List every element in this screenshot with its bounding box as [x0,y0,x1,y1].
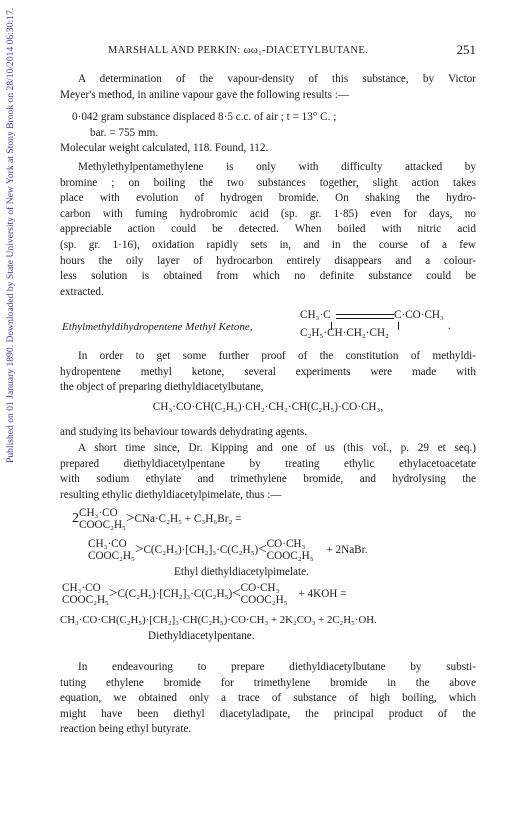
eq2-bracket-left: > [134,541,144,558]
eq2-left [88,538,135,562]
eq2-right-top: CO·CH₃ [266,538,306,550]
eq3-bracket-right: < [232,585,241,602]
equation-3 [62,582,346,606]
text-line: prepared diethyldiacetylpentane by treating ethylic ethylacetoacetate [60,457,476,470]
text-line: the object of preparing diethyldiacetylbutane, [60,381,264,394]
text-line: tuting ethylene bromide for trimethylene bromide in the above [60,676,476,689]
text-line: reaction being ethyl butyrate. [60,723,192,736]
ketone-double-bond [336,314,394,319]
text-line: might have been diethyl diacetyladipate, the principal product of the [60,707,476,720]
eq1-group-bottom: COOC₂H₅ [79,519,126,531]
text-line: bromine ; on boiling the two substances together, slight action takes [60,176,476,189]
text-line: hydropentene methyl ketone, several experiments were made with [60,365,476,378]
text-line: In endeavouring to prepare diethyldiacetylbutane by substi- [78,661,476,673]
eq3-left-bottom: COOC₂H₅ [62,594,109,606]
text-line: A determination of the vapour-density of this substance, by Victor [78,73,476,85]
eq1-coefficient: 2 [72,511,79,526]
eq1-bracket: > [125,510,135,527]
ketone-bottom: C₂H₅·CH·CH₂·CH₂ [300,327,389,339]
eq3-rest: + 4KOH = [298,588,347,600]
text-line: Meyer's method, in aniline vapour gave the following results :— [60,88,350,101]
eq2-right-bottom: COOC₂H₅ [266,550,314,562]
text-line: equation, we obtained only a trace of substance of high boiling, which [60,692,476,705]
text-line: A short time since, Dr. Kipping and one of us (this vol., p. 29 et seq.) [78,442,476,454]
paragraph-proof [60,349,476,396]
text-line: Methylethylpentamethylene is only with difficulty attacked by [78,161,476,173]
ketone-period: . [448,320,451,332]
eq3-bracket-left: > [108,585,118,602]
eq3-middle: C(C₂H₅)·[CH₂]₃·C(C₂H₅) [117,588,233,600]
eq1-rest: CNa·C₂H₅ + C₃H₆Br₂ = [134,513,242,525]
text-line: place with evolution of hydrogen bromide. On shaking the hydro- [60,192,476,205]
eq3-right-bottom: COOC₂H₅ [240,594,288,606]
eq3-right-top: CO·CH₃ [240,582,280,594]
equation-4: CH₃·CO·CH(C₂H₅)·[CH₂]₃·CH(C₂H₅)·CO·CH₃ + 2K₂CO₃ + 2C₂H₅·OH. [60,614,377,626]
eq2-right [267,538,314,562]
paragraph-dehydrating [60,425,476,441]
results-block [60,110,476,157]
eq2-bracket-right: < [258,541,267,558]
eq3-right [241,582,288,606]
text-line: extracted. [60,285,104,298]
paragraph-methylethylpentamethylene [60,160,476,300]
eq2-left-bottom: COOC₂H₅ [88,550,135,562]
result-molecular-weight: Molecular weight calculated, 118. Found, 112. [60,142,269,155]
text-line: with sodium ethylate and trimethylene bromide, and hydrolysing the [60,473,476,486]
paragraph-vapour-density [60,72,476,103]
text-line: resulting ethylic diethyldiacetylpimelate, thus :— [60,488,282,501]
equation-1 [72,507,241,531]
text-line: carbon with fuming hydrobromic acid (sp. gr. 1·85) even for days, no [60,207,476,220]
result-measurement: 0·042 gram substance displaced 8·5 c.c. of air ; t = 13° C. ; [72,111,337,123]
eq2-middle: C(C₂H₅)·[CH₂]₃·C(C₂H₅) [143,544,259,556]
running-head-title: MARSHALL AND PERKIN: ωω₁-DIACETYLBUTANE. [108,45,369,56]
eq3-left [62,582,109,606]
eq2-caption: Ethyl diethyldiacetylpimelate. [174,566,309,578]
text-line: and studying its behaviour towards dehydrating agents. [60,426,308,438]
equation-2 [88,538,368,562]
page-number: 251 [456,42,476,57]
text-line: less solution is obtained from which no definite substance could be [60,270,476,283]
text-line: (sp. gr. 1·16), oxidation rapidly sets in, and in the course of a few [60,238,476,251]
eq1-group-top: CH₃·CO [79,507,118,519]
eq3-left-top: CH₃·CO [62,582,101,594]
text-line: appreciable action could be detected. When boiled with nitric acid [60,223,476,236]
ketone-bond-right [398,322,399,330]
formula-diethyldiacetylbutane: CH₃·CO·CH(C₂H₅)·CH₂·CH₂·CH(C₂H₅)·CO·CH₃, [152,401,384,413]
text-line: In order to get some further proof of the constitution of methyldi- [78,350,476,362]
paragraph-kipping [60,441,476,503]
result-pressure: bar. = 755 mm. [90,126,159,139]
paragraph-ethylene-bromide [60,660,476,738]
ketone-name: Ethylmethyldihydropentene Methyl Ketone, [62,321,253,333]
text-line: hours the oily layer of hydrocarbon entirely disappears and a colour- [60,254,476,267]
ketone-top-right: C·CO·CH₃ [394,309,444,321]
eq2-rest: + 2NaBr. [326,544,368,556]
eq2-left-top: CH₃·CO [88,538,127,550]
eq1-group [79,507,126,531]
ketone-top-left: CH₃·C [300,309,331,321]
eq4-caption: Diethyldiacetylpentane. [148,630,255,642]
download-watermark: Published on 01 January 1890. Downloaded by State University of New York at Stony Brook on 28/10/2014 06:30:17. [5,8,16,464]
